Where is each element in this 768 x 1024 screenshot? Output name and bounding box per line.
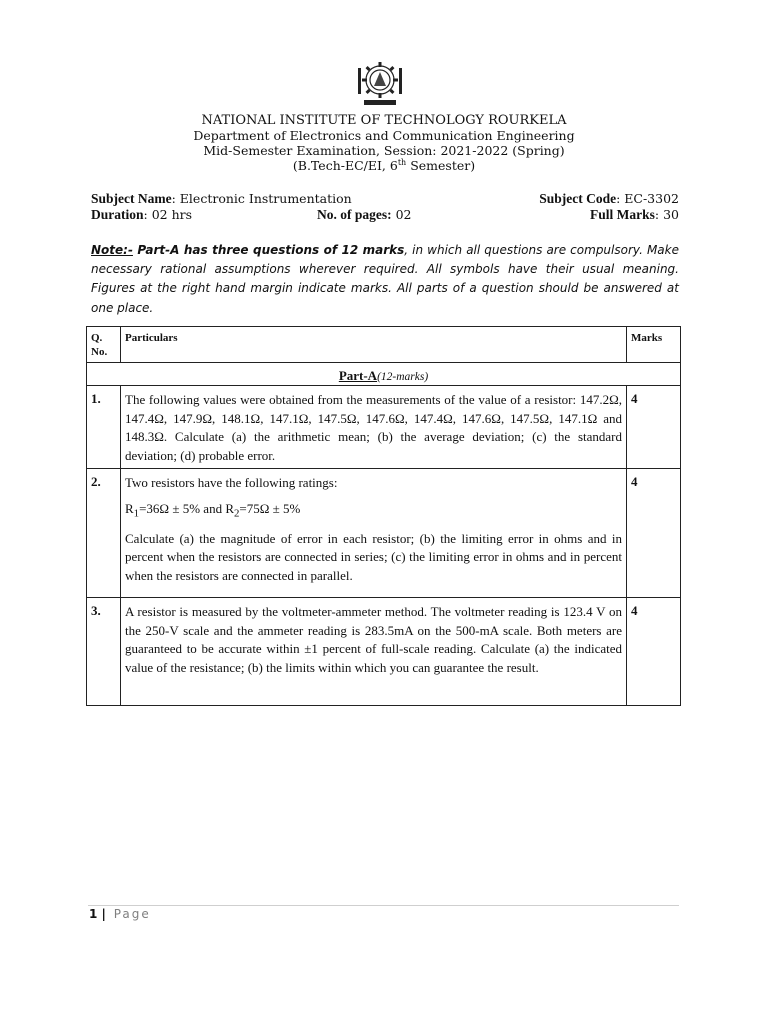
institute-logo [350, 58, 410, 108]
subject-name: Subject Name: Electronic Instrumentation [91, 191, 352, 206]
table-header-row [87, 327, 681, 363]
question-number: 2. [87, 469, 121, 598]
question-text: A resistor is measured by the voltmeter-ammeter method. The voltmeter reading is 123.4 V on the 250-V scale and the ammeter reading is 283.5mA on the 500-mA scale. Both meters are guaranteed to be accurate within ±1 percent of full-scale reading. Calculate (a) the indicated value of the resistance; (b) the limits within which you can guarantee the result. [121, 598, 627, 706]
question-text [121, 469, 627, 598]
number-of-pages: No. of pages: 02 [317, 207, 412, 222]
page-footer: 1 | Page [89, 907, 151, 921]
question-marks: 4 [627, 469, 681, 598]
header-particulars: Particulars [121, 327, 627, 363]
page-number: 1 [89, 907, 98, 921]
table-row [87, 386, 681, 469]
header-marks: Marks [627, 327, 681, 363]
table-row [87, 598, 681, 706]
question-body: Calculate (a) the magnitude of error in each resistor; (b) the limiting error in ohms and in percent when the resistors are connected in series; (c) the limiting error in ohms and in percent when the resistors are connected in parallel. [125, 530, 622, 583]
question-marks: 4 [627, 386, 681, 469]
question-text: The following values were obtained from the measurements of the value of a resistor: 147.2Ω, 147.4Ω, 147.9Ω, 148.1Ω, 147.1Ω, 147.5Ω, 147.6Ω, 147.4Ω, 147.6Ω, 147.5Ω, 147.1Ω and 148.3Ω. Calculate (a) the arithmetic mean; (b) the average deviation; (c) the standard deviation; (d) probable error. [121, 386, 627, 469]
exam-session: Mid-Semester Examination, Session: 2021-2022 (Spring) [203, 143, 565, 158]
part-a-row [87, 363, 681, 386]
resistor-ratings: $R_1=36\Omega \pm 5\%$ and $R_2=75\Omega \pm 5\%$ [125, 500, 301, 520]
question-number: 1. [87, 386, 121, 469]
institute-name: NATIONAL INSTITUTE OF TECHNOLOGY ROURKELA [201, 113, 567, 128]
header-qno: Q. No. [87, 327, 121, 363]
full-marks: Full Marks: 30 [590, 207, 679, 222]
question-table [86, 326, 681, 706]
exam-note: Note:- Part-A has three questions of 12 marks, in which all questions are compulsory. Make necessary rational assumptions wherever required. All symbols have their usual meaning. Figures at the right hand margin indicate marks. All parts of a question should be answered at one place. [91, 243, 679, 315]
department-name: Department of Electronics and Communication Engineering [193, 128, 575, 143]
subject-code: Subject Code: EC-3302 [539, 191, 679, 206]
duration: Duration: 02 hrs [91, 207, 193, 222]
question-intro: Two resistors have the following ratings: [125, 475, 338, 490]
part-a-title: Part-A(12-marks) [87, 363, 681, 386]
question-marks: 4 [627, 598, 681, 706]
page-word: Page [107, 907, 151, 921]
table-row [87, 469, 681, 598]
question-number: 3. [87, 598, 121, 706]
footer-divider [88, 905, 679, 906]
semester-line: (B.Tech-EC/EI, 6th Semester) [292, 157, 476, 173]
